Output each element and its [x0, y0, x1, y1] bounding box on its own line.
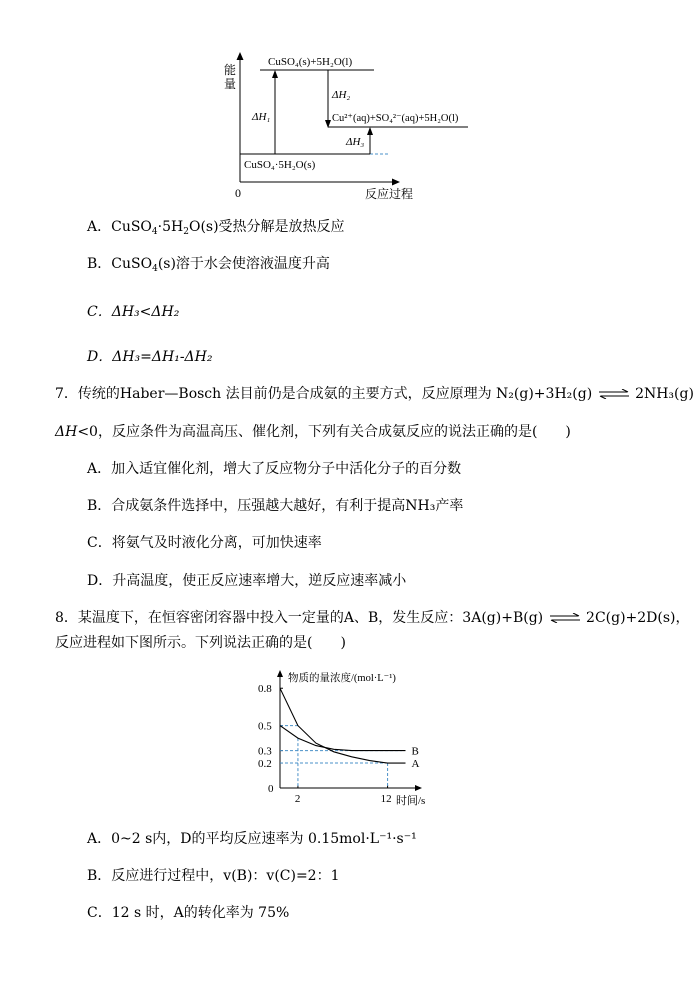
q6-b-text-1: B．CuSO: [87, 256, 153, 272]
energy-diagram: [220, 52, 490, 204]
q7-stem-text: 7．传统的Haber—Bosch 法目前仍是合成氨的主要方式，反应原理为 N₂(g)+3H₂(g): [55, 386, 593, 402]
q7-stem-text-2: <0，反应条件为高温高压、催化剂，下列有关合成氨反应的说法正确的是( ): [77, 424, 571, 440]
series-b-line: [280, 726, 406, 751]
chart-x-label: 时间/s: [396, 795, 426, 807]
chart-x-tick-label: 2: [294, 793, 301, 805]
energy-axis-label-2: 量: [224, 77, 237, 91]
energy-axis-label-1: 能: [224, 63, 237, 77]
q8-option-a: A．0~2 s内，D的平均反应速率为 0.15mol·L⁻¹·s⁻¹: [87, 831, 417, 847]
q7-stem-product: 2NH₃(g): [635, 386, 694, 402]
q7-stem-line2: [55, 423, 571, 441]
energy-x-label: 反应过程: [365, 187, 414, 201]
q8-stem-line2: 反应进程如下图所示。下列说法正确的是( ): [55, 635, 346, 651]
equilibrium-arrow-icon: [597, 389, 631, 399]
q7-stem-line1: [55, 385, 694, 403]
dh1-label: ΔH₁: [252, 111, 271, 123]
q8-stem-line1: [55, 609, 690, 627]
equilibrium-arrow-icon: [548, 613, 582, 623]
q6-option-c: C．ΔH₃<ΔH₂: [87, 304, 180, 320]
energy-y-arrow: [237, 52, 244, 60]
concentration-chart: [250, 668, 440, 813]
level-mid-label: Cu²⁺(aq)+SO₄²⁻(aq)+5H₂O(l): [332, 113, 459, 124]
dh3-label: ΔH₃: [346, 136, 365, 148]
q8-stem-text: 8．某温度下，在恒容密闭容器中投入一定量的A、B，发生反应：3A(g)+B(g): [55, 610, 544, 626]
chart-y-label: 物质的量浓度/(mol·L⁻¹): [288, 673, 396, 684]
chart-origin: 0: [268, 783, 274, 795]
chart-y-tick-label: 0.2: [258, 758, 272, 771]
chart-y-tick-label: 0.3: [258, 745, 272, 758]
chart-y-tick-label: 0.5: [258, 720, 272, 733]
q6-option-b: B．CuSO$_4$(s)溶于水会使溶液温度升高: [87, 256, 330, 274]
q6-a-text-2: ·5H: [157, 219, 184, 235]
q7-option-b: B．合成氨条件选择中，压强越大越好，有利于提高NH₃产率: [87, 498, 464, 514]
level-bottom-label: CuSO₄·5H₂O(s): [244, 159, 316, 171]
series-a-line-label: A: [411, 758, 420, 771]
energy-x-arrow: [392, 179, 400, 186]
level-top-label: CuSO₄(s)+5H₂O(l): [268, 56, 353, 68]
q7-option-d: D．升高温度，使正反应速率增大，逆反应速率减小: [87, 573, 407, 589]
q8-stem-product: 2C(g)+2D(s)，: [586, 610, 690, 626]
q8-option-b: B．反应进行过程中，v(B)：v(C)=2：1: [87, 868, 340, 884]
series-a-line: [280, 688, 406, 763]
q7-option-c: C．将氨气及时液化分离，可加快速率: [87, 535, 322, 551]
q6-a-text-1: A．CuSO: [87, 219, 152, 235]
q7-delta-h: ΔH: [55, 424, 78, 440]
q6-option-a: A．$CuSO_4\cdot 5H_2O(s)$受热分解是放热反应: [87, 219, 345, 237]
chart-y-tick-label: 0.8: [258, 683, 272, 696]
chart-x-arrow: [415, 785, 422, 791]
series-b-line-label: B: [411, 745, 419, 758]
dh3-arrowhead: [367, 127, 373, 135]
q6-a-text-3: O(s)受热分解是放热反应: [188, 219, 345, 235]
q8-option-c: C．12 s 时，A的转化率为 75%: [87, 905, 290, 921]
dh1-arrowhead: [272, 70, 278, 78]
q6-b-text-2: (s)溶于水会使溶液温度升高: [157, 256, 330, 272]
chart-x-tick-label: 12: [380, 793, 392, 805]
q7-option-a: A．加入适宜催化剂，增大了反应物分子中活化分子的百分数: [87, 461, 462, 477]
energy-origin: 0: [235, 186, 241, 200]
q6-option-d: D．ΔH₃=ΔH₁-ΔH₂: [87, 349, 213, 365]
chart-y-arrow: [277, 670, 283, 677]
dh2-label: ΔH₂: [332, 89, 351, 101]
